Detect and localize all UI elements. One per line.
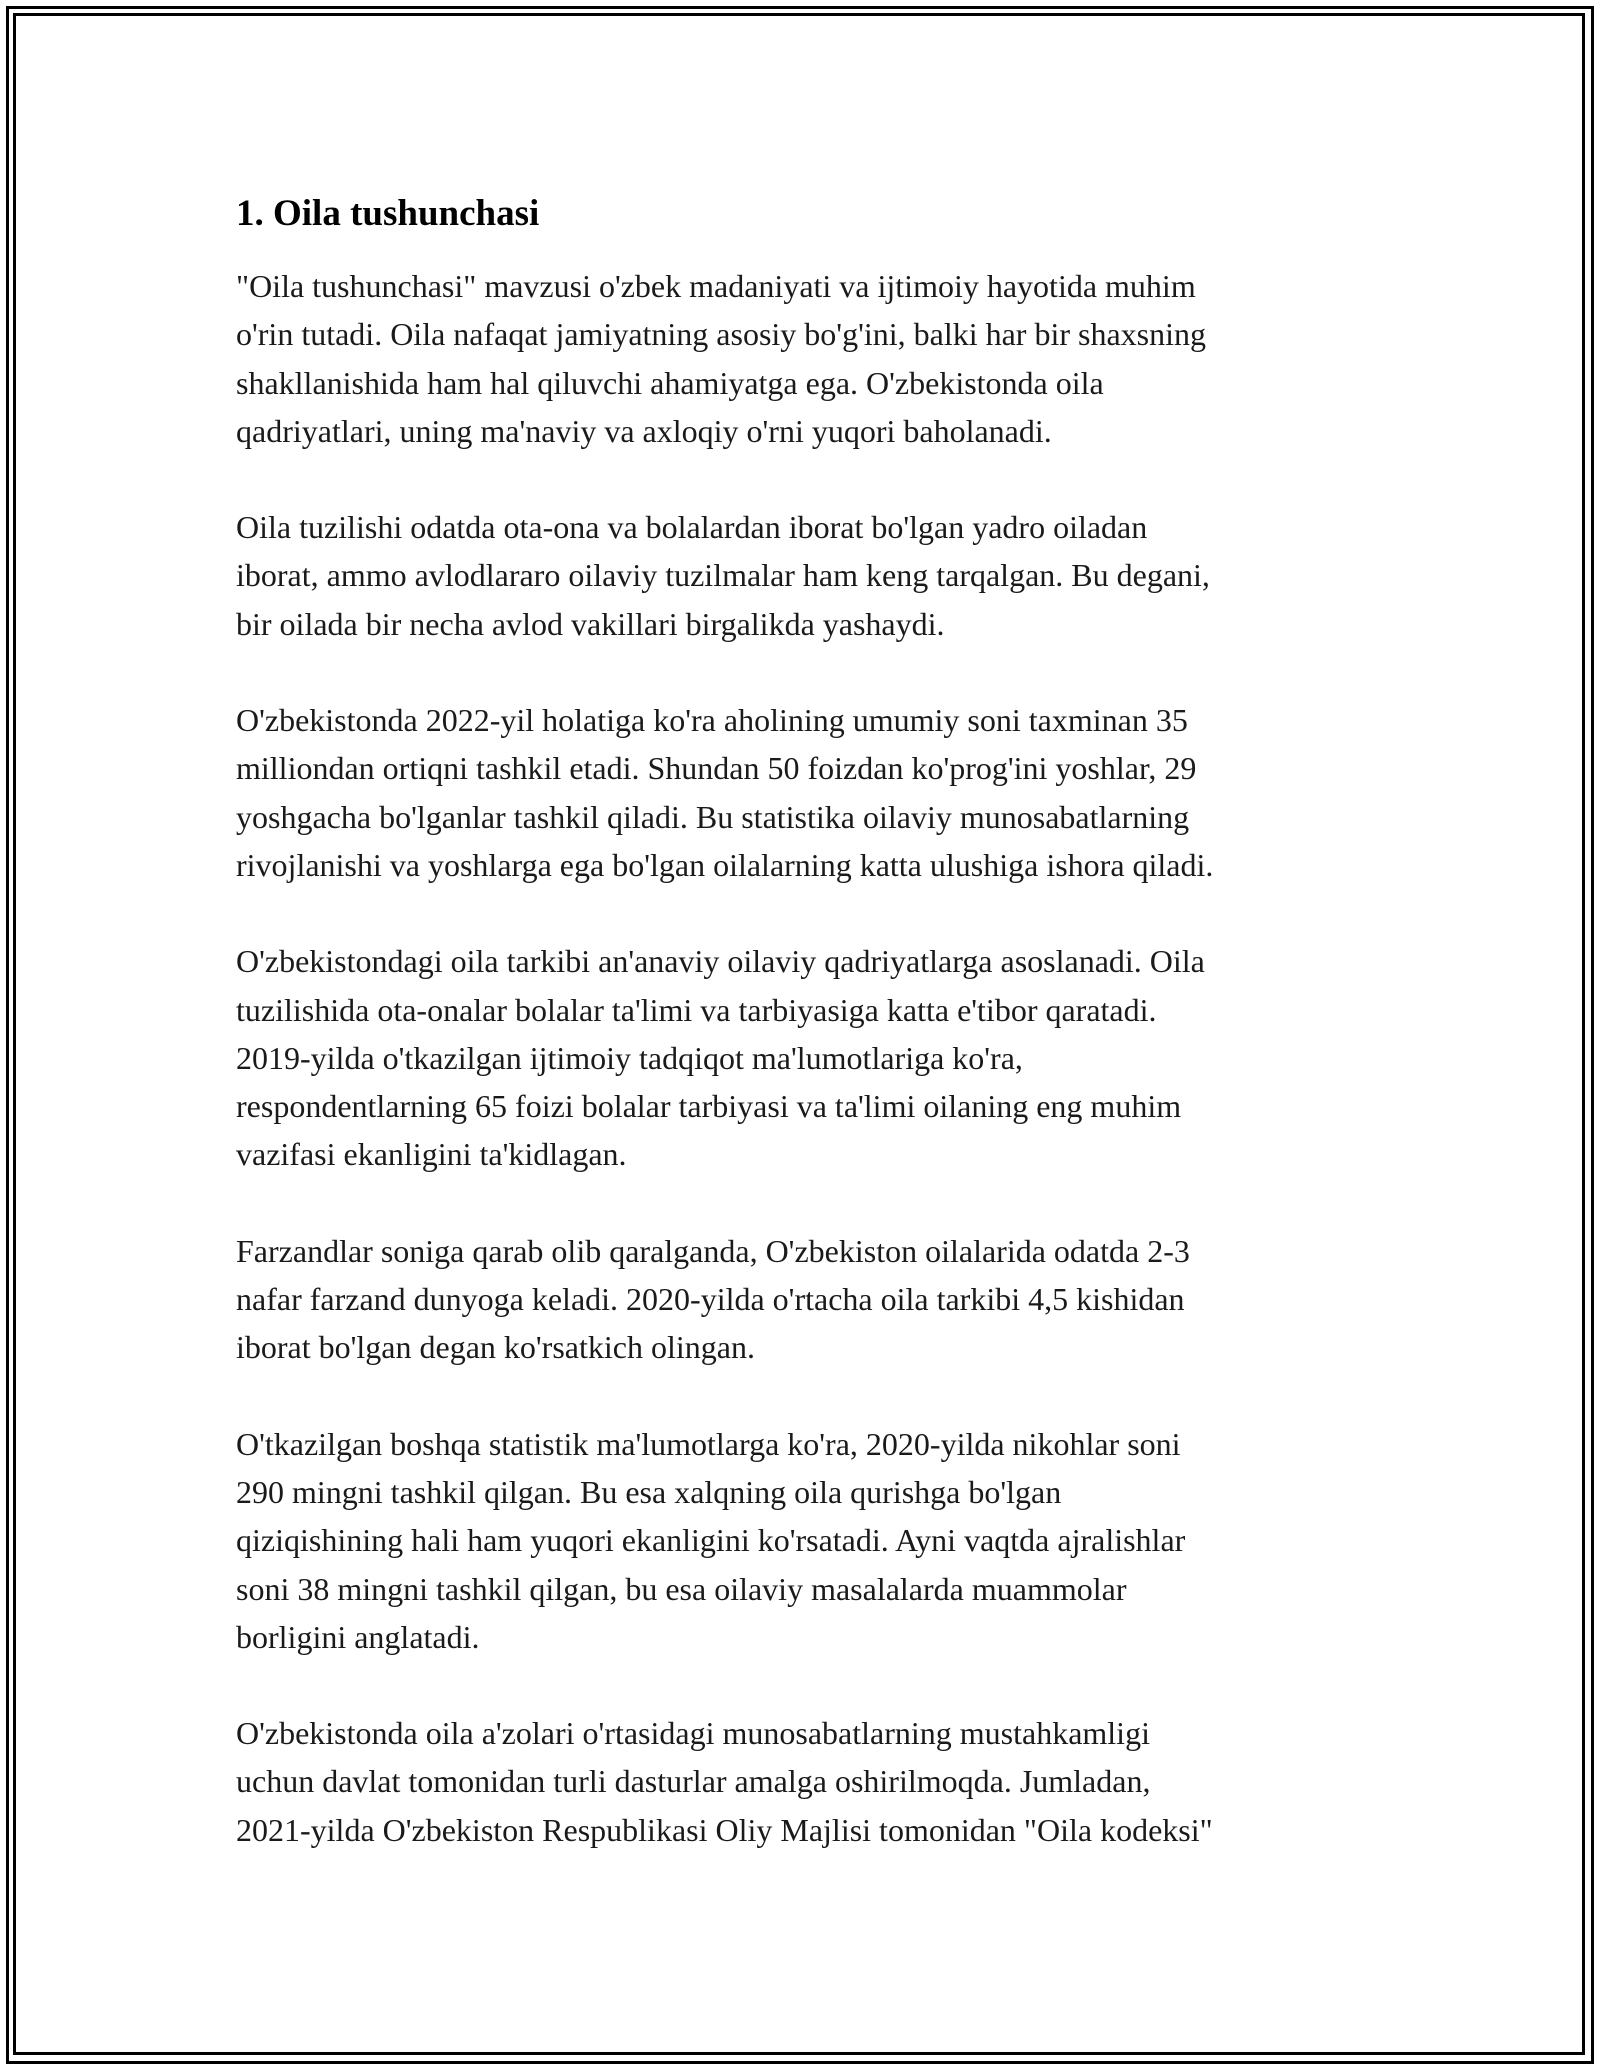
text-line: respondentlarning 65 foizi bolalar tarbiyasi va ta'limi oilaning eng muhim <box>236 1088 1182 1125</box>
text-line: o'rin tutadi. Oila nafaqat jamiyatning asosiy bo'g'ini, balki har bir shaxsning <box>236 316 1206 353</box>
text-line: 2021-yilda O'zbekiston Respublikasi Oliy Majlisi tomonidan "Oila kodeksi" <box>236 1811 1213 1848</box>
text-line: O'zbekistondagi oila tarkibi an'anaviy oilaviy qadriyatlarga asoslanadi. Oila <box>236 943 1205 980</box>
text-line: iborat bo'lgan degan ko'rsatkich olingan. <box>236 1329 755 1366</box>
text-line: nafar farzand dunyoga keladi. 2020-yilda o'rtacha oila tarkibi 4,5 kishidan <box>236 1281 1185 1318</box>
text-line: tuzilishida ota-onalar bolalar ta'limi va tarbiyasiga katta e'tibor qaratadi. <box>236 991 1157 1028</box>
text-line: uchun davlat tomonidan turli dasturlar amalga oshirilmoqda. Jumladan, <box>236 1763 1151 1800</box>
text-line: qiziqishining hali ham yuqori ekanligini ko'rsatadi. Ayni vaqtda ajralishlar <box>236 1522 1186 1559</box>
paragraph-family-structure <box>236 503 1376 648</box>
text-line: shakllanishida ham hal qiluvchi ahamiyatga ega. O'zbekistonda oila <box>236 364 1104 401</box>
paragraph-marriage-stats <box>236 1420 1376 1661</box>
text-line: vazifasi ekanligini ta'kidlagan. <box>236 1136 627 1173</box>
paragraph-family-values <box>236 937 1376 1178</box>
text-line: soni 38 mingni tashkil qilgan, bu esa oilaviy masalalarda muammolar <box>236 1570 1127 1607</box>
text-line: O'tkazilgan boshqa statistik ma'lumotlarga ko'ra, 2020-yilda nikohlar soni <box>236 1425 1181 1462</box>
text-line: O'zbekistonda 2022-yil holatiga ko'ra aholining umumiy soni taxminan 35 <box>236 702 1188 739</box>
document-page <box>236 190 1376 1902</box>
text-line: "Oila tushunchasi" mavzusi o'zbek madaniyati va ijtimoiy hayotida muhim <box>236 268 1196 304</box>
text-line: yoshgacha bo'lganlar tashkil qiladi. Bu statistika oilaviy munosabatlarning <box>236 798 1190 835</box>
text-line: O'zbekistonda oila a'zolari o'rtasidagi munosabatlarning mustahkamligi <box>236 1715 1150 1752</box>
text-line: iborat, ammo avlodlararo oilaviy tuzilmalar ham keng tarqalgan. Bu degani, <box>236 557 1210 594</box>
text-line: milliondan ortiqni tashkil etadi. Shundan 50 foizdan ko'prog'ini yoshlar, 29 <box>236 750 1197 787</box>
text-line: 2019-yilda o'tkazilgan ijtimoiy tadqiqot ma'lumotlariga ko'ra, <box>236 1039 1023 1076</box>
text-line: qadriyatlari, uning ma'naviy va axloqiy o'rni yuqori baholanadi. <box>236 412 1052 449</box>
text-line: Oila tuzilishi odatda ota-ona va bolalardan iborat bo'lgan yadro oiladan <box>236 509 1148 546</box>
text-line: 290 mingni tashkil qilgan. Bu esa xalqning oila qurishga bo'lgan <box>236 1473 1062 1510</box>
text-line: rivojlanishi va yoshlarga ega bo'lgan oilalarning katta ulushiga ishora qiladi. <box>236 846 1214 883</box>
section-heading: 1. Oila tushunchasi <box>236 193 540 234</box>
paragraph-intro <box>236 262 1376 455</box>
paragraph-state-programs <box>236 1709 1376 1854</box>
paragraph-children <box>236 1227 1376 1372</box>
text-line: bir oilada bir necha avlod vakillari birgalikda yashaydi. <box>236 605 945 642</box>
text-line: borligini anglatadi. <box>236 1618 480 1655</box>
paragraph-population <box>236 696 1376 889</box>
text-line: Farzandlar soniga qarab olib qaralganda, O'zbekiston oilalarida odatda 2-3 <box>236 1232 1190 1269</box>
